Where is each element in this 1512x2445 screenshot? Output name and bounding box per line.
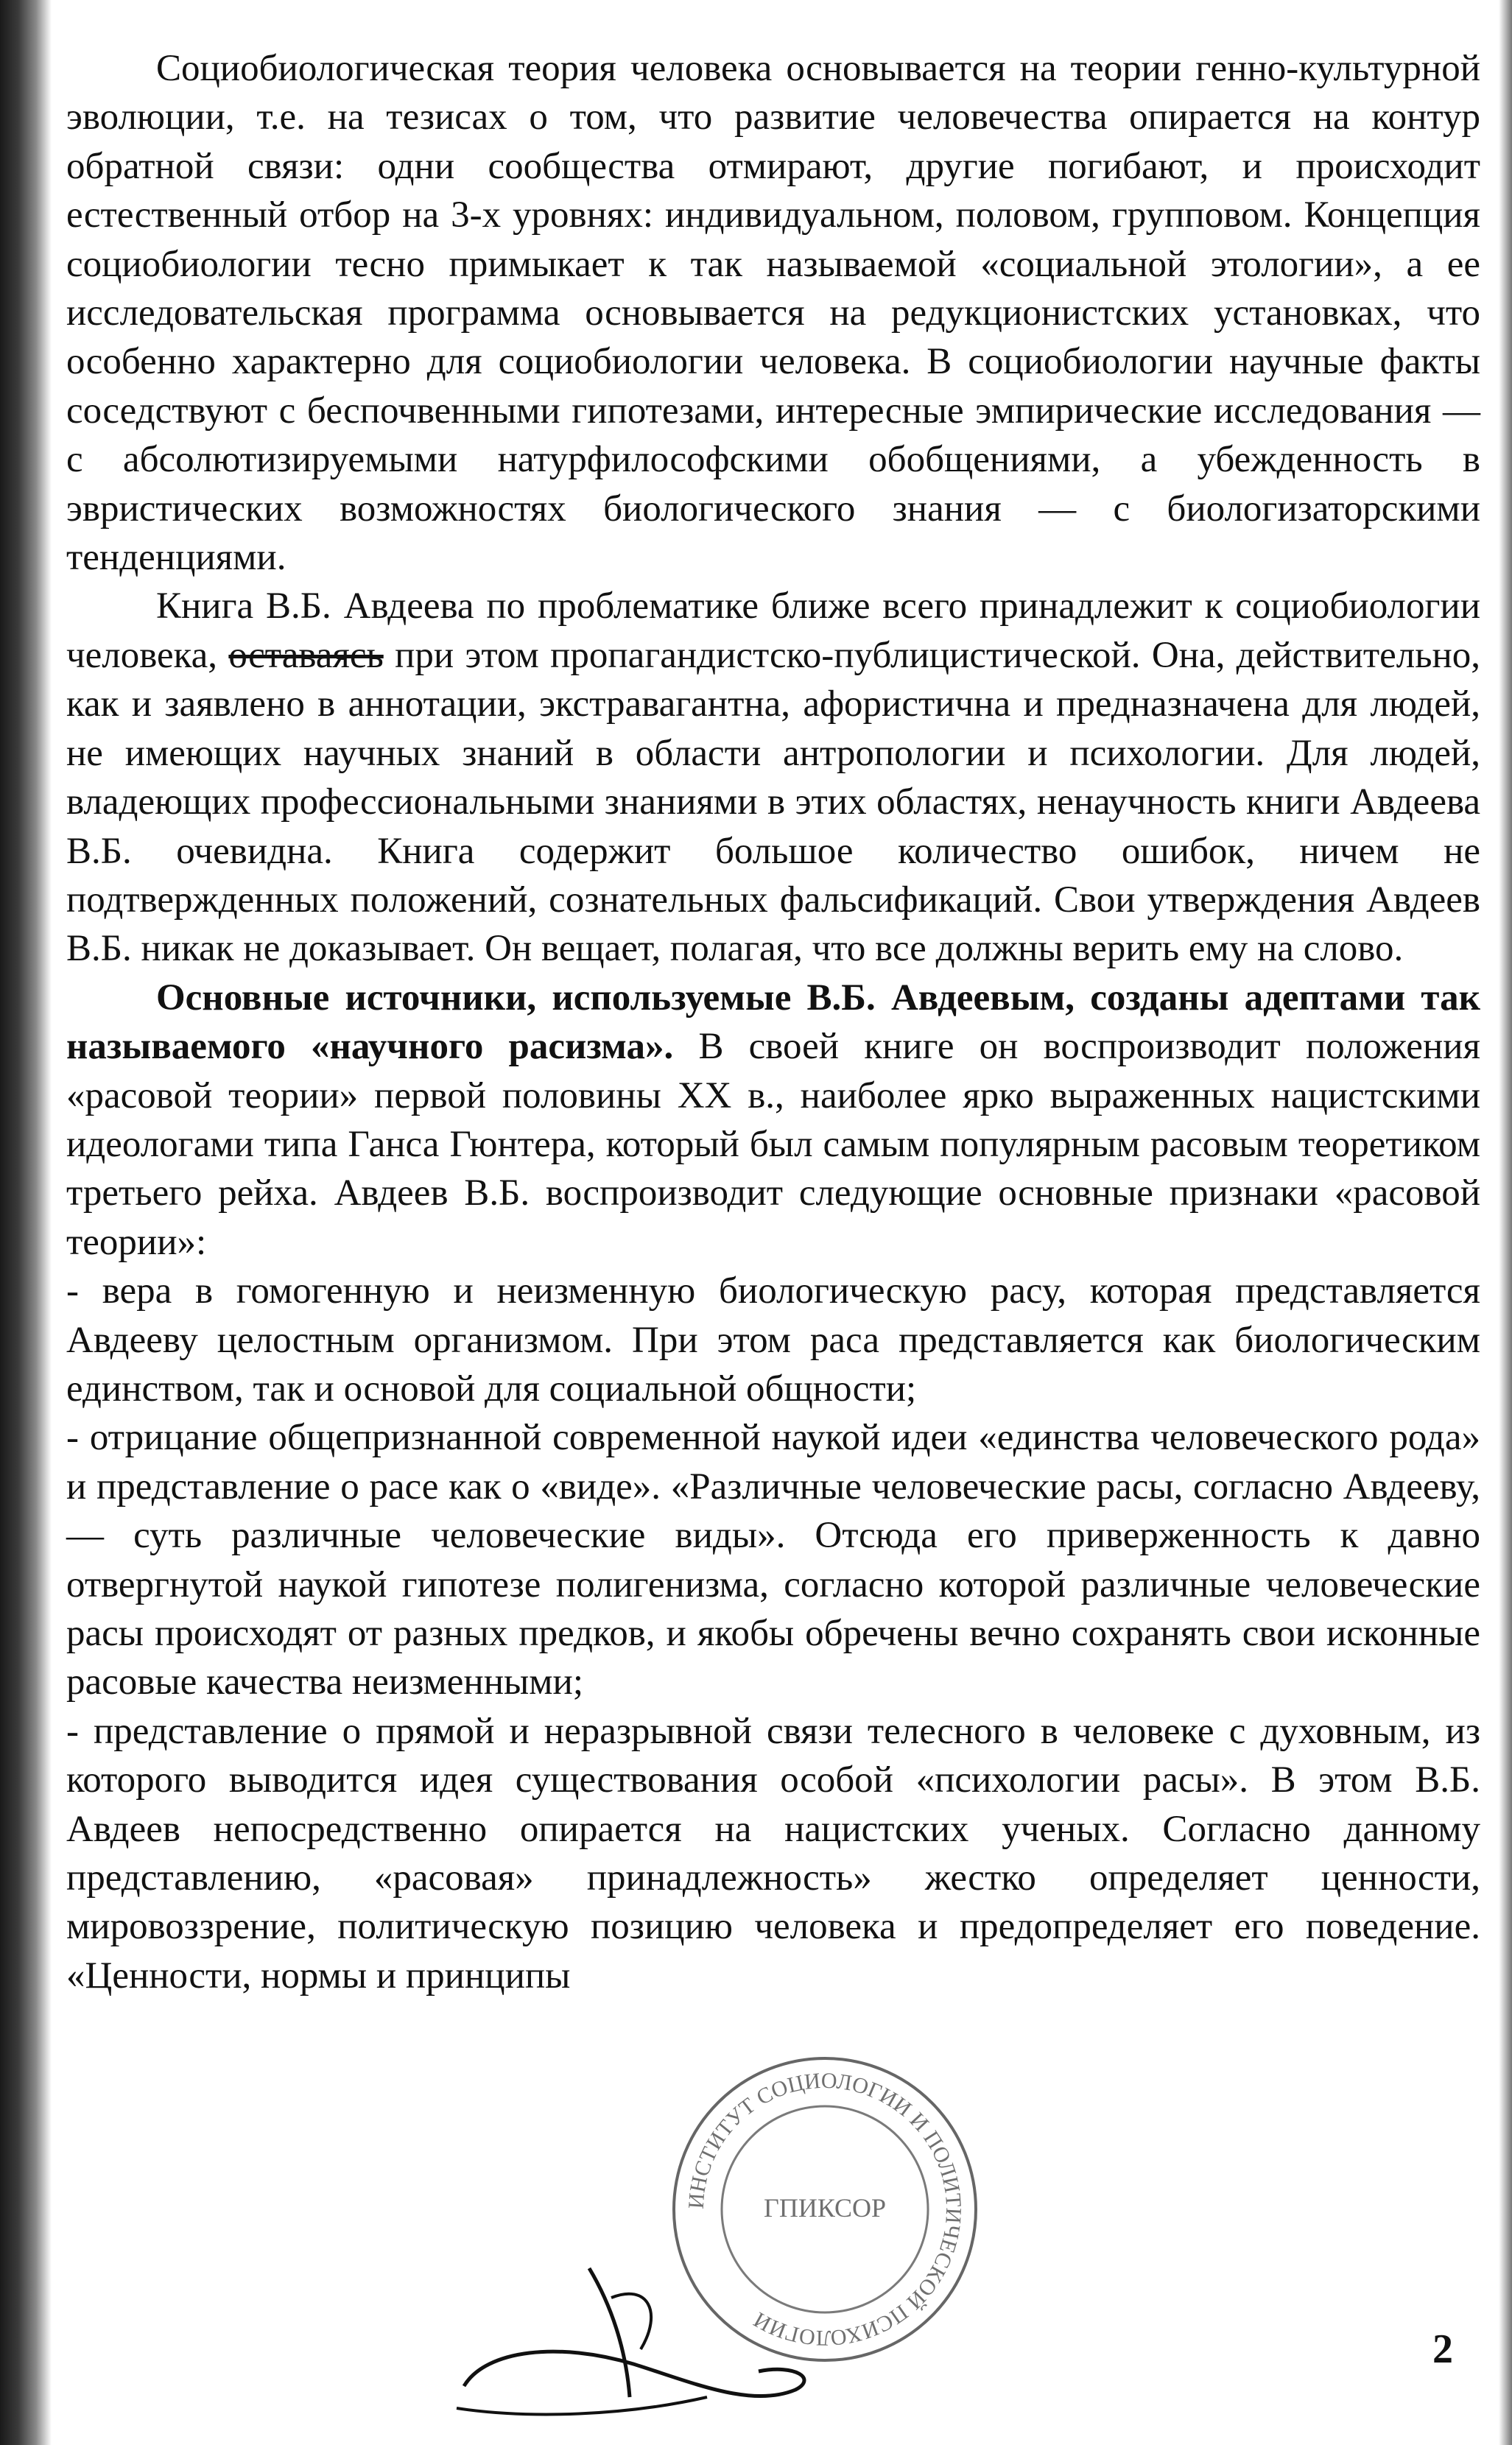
paragraph-text: при этом пропагандистско-публицистической. Она, действительно, как и заявлено в аннотации, экстравагантна, афористична и предназначена для людей, не имеющих научных знаний в области антропологии и психологии. Для людей, владеющих профессиональными знаниями в этих областях, ненаучность книги Авдеева В.Б. очевидна. Книга содержит большое количество ошибок, ничем не подтвержденных положений, сознательных фальсификаций. Свои утверждения Авдеев В.Б. никак не доказывает. Он вещает, полагая, что все должны верить ему на слово. [66,634,1481,970]
scan-shadow-left [0,0,52,2445]
page-number: 2 [1432,2326,1453,2372]
paragraph-sociobiology: Социобиологическая теория человека основывается на теории генно-культурной эволюции, т.е. на тезисах о том, что развитие человечества опирается на контур обратной связи: одни сообщества отмирают, другие погибают, и происходит естественный отбор на 3-х уровнях: индивидуальном, половом, групповом. Концепция социобиологии тесно примыкает к так называемой «социальной этологии», а ее исследовательская программа основывается на редукционистских установках, что особенно характерно для социобиологии человека. В социобиологии научные факты соседствуют с беспочвенными гипотезами, интересные эмпирические исследования — с абсолютизируемыми натурфилософскими обобщениями, а убежденность в эвристических возможностях биологического знания — с биологизаторскими тенденциями. [66,48,1480,579]
document-body [66,44,1480,2000]
paragraph-text: Книга В.Б. Авдеева по проблематике ближе всего принадлежит к социобиологии человека, [66,585,1480,676]
paragraph-book-assessment [66,582,1480,973]
scan-shadow-right [1499,0,1512,2445]
handwritten-signature [442,2239,825,2423]
stamp-ring-text: ИНСТИТУТ СОЦИОЛОГИИ И ПОЛИТИЧЕСКОЙ ПСИХОЛОГИИ [683,2068,966,2351]
bold-sentence: Основные источники, используемые В.Б. Авдеевым, созданы адептами так называемого «научного расизма». [66,977,1480,1068]
list-item-denial-unity: - отрицание общепризнанной современной наукой идеи «единства человеческого рода» и представление о расе как о «виде». «Различные человеческие расы, согласно Авдееву, — суть различные человеческие виды». Отсюда его приверженность к давно отвергнутой наукой гипотезе полигенизма, согласно которой различные человеческие расы происходят от разных предков, и якобы обречены вечно сохранять свои исконные расовые качества неизменными; [66,1417,1480,1703]
struck-word: оставаясь [228,634,384,676]
list-item-body-spirit: - представление о прямой и неразрывной связи телесного в человеке с духовным, из которого выводится идея существования особой «психологии расы». В этом В.Б. Авдеев непосредственно опирается на нацистских ученых. Согласно данному представлению, «расовая» принадлежность» жестко определяет ценности, мировоззрение, политическую позицию человека и предопределяет его поведение. «Ценности, нормы и принципы [66,1710,1480,1997]
paragraph-sources [66,974,1480,1267]
paragraph-text: В своей книге он воспроизводит положения «расовой теории» первой половины XX в., наиболее ярко выраженных нацистскими идеологами типа Ганса Гюнтера, который был самым популярным расовым теоретиком третьего рейха. Авдеев В.Б. воспроизводит следующие основные признаки «расовой теории»: [66,1026,1480,1263]
stamp-center-text: ГПИКСОР [764,2193,886,2223]
list-item-race-belief: - вера в гомогенную и неизменную биологическую расу, которая представляется Авдееву целостным организмом. При этом раса представляется как биологическим единством, так и основой для социальной общности; [66,1270,1480,1410]
